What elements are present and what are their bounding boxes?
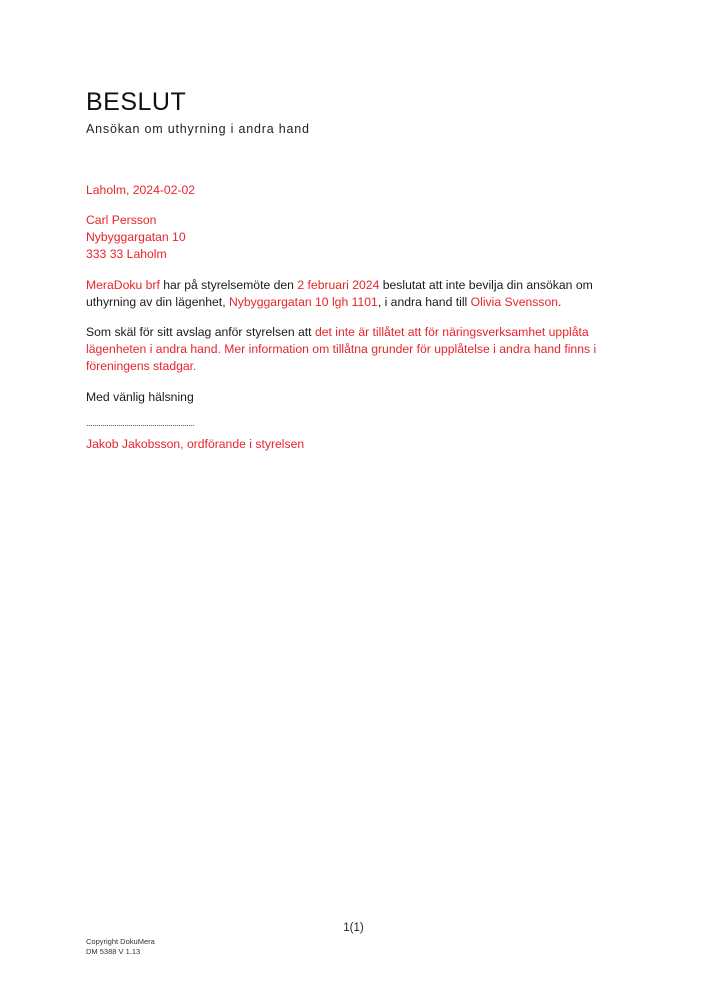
decision-text-a: har på styrelsemöte den xyxy=(159,278,298,292)
decision-paragraph xyxy=(86,277,626,311)
decision-text-b: beslutat att inte bevilja din ansökan om uthyrning av din lägenhet, xyxy=(86,278,593,309)
closing-greeting: Med vänlig hälsning xyxy=(86,390,194,404)
footer xyxy=(86,937,155,957)
document-subtitle: Ansökan om uthyrning i andra hand xyxy=(86,122,310,136)
decision-text-c: , i andra hand till xyxy=(377,295,471,309)
footer-copyright: Copyright DokuMera xyxy=(86,937,155,946)
meeting-date: 2 februari 2024 xyxy=(297,278,380,292)
apartment-address: Nybyggargatan 10 lgh 1101 xyxy=(228,295,378,309)
document-title: BESLUT xyxy=(86,88,187,116)
reason-text-a: Som skäl för sitt avslag anför styrelsen att xyxy=(86,325,315,339)
recipient-postal: 333 33 Laholm xyxy=(86,247,167,261)
recipient-name: Carl Persson xyxy=(86,213,157,227)
association-name: MeraDoku brf xyxy=(86,278,160,292)
signatory: Jakob Jakobsson, ordförande i styrelsen xyxy=(86,437,305,451)
recipient-address xyxy=(86,212,626,263)
decision-text-d: . xyxy=(558,295,562,309)
tenant-name: Olivia Svensson xyxy=(470,295,559,309)
rejection-reason: det inte är tillåtet att för näringsverksamhet upplåta lägenheten i andra hand. Mer information om tillåtna grunder för upplåtelse i andra hand finns i föreningens stadgar. xyxy=(86,325,597,373)
recipient-street: Nybyggargatan 10 xyxy=(86,230,186,244)
page-number: 1(1) xyxy=(343,922,364,934)
footer-version: DM 5388 V 1.13 xyxy=(86,947,141,956)
signature-line: ...................................................... xyxy=(86,418,195,428)
place-date: Laholm, 2024-02-02 xyxy=(86,183,196,197)
reason-paragraph xyxy=(86,324,626,375)
